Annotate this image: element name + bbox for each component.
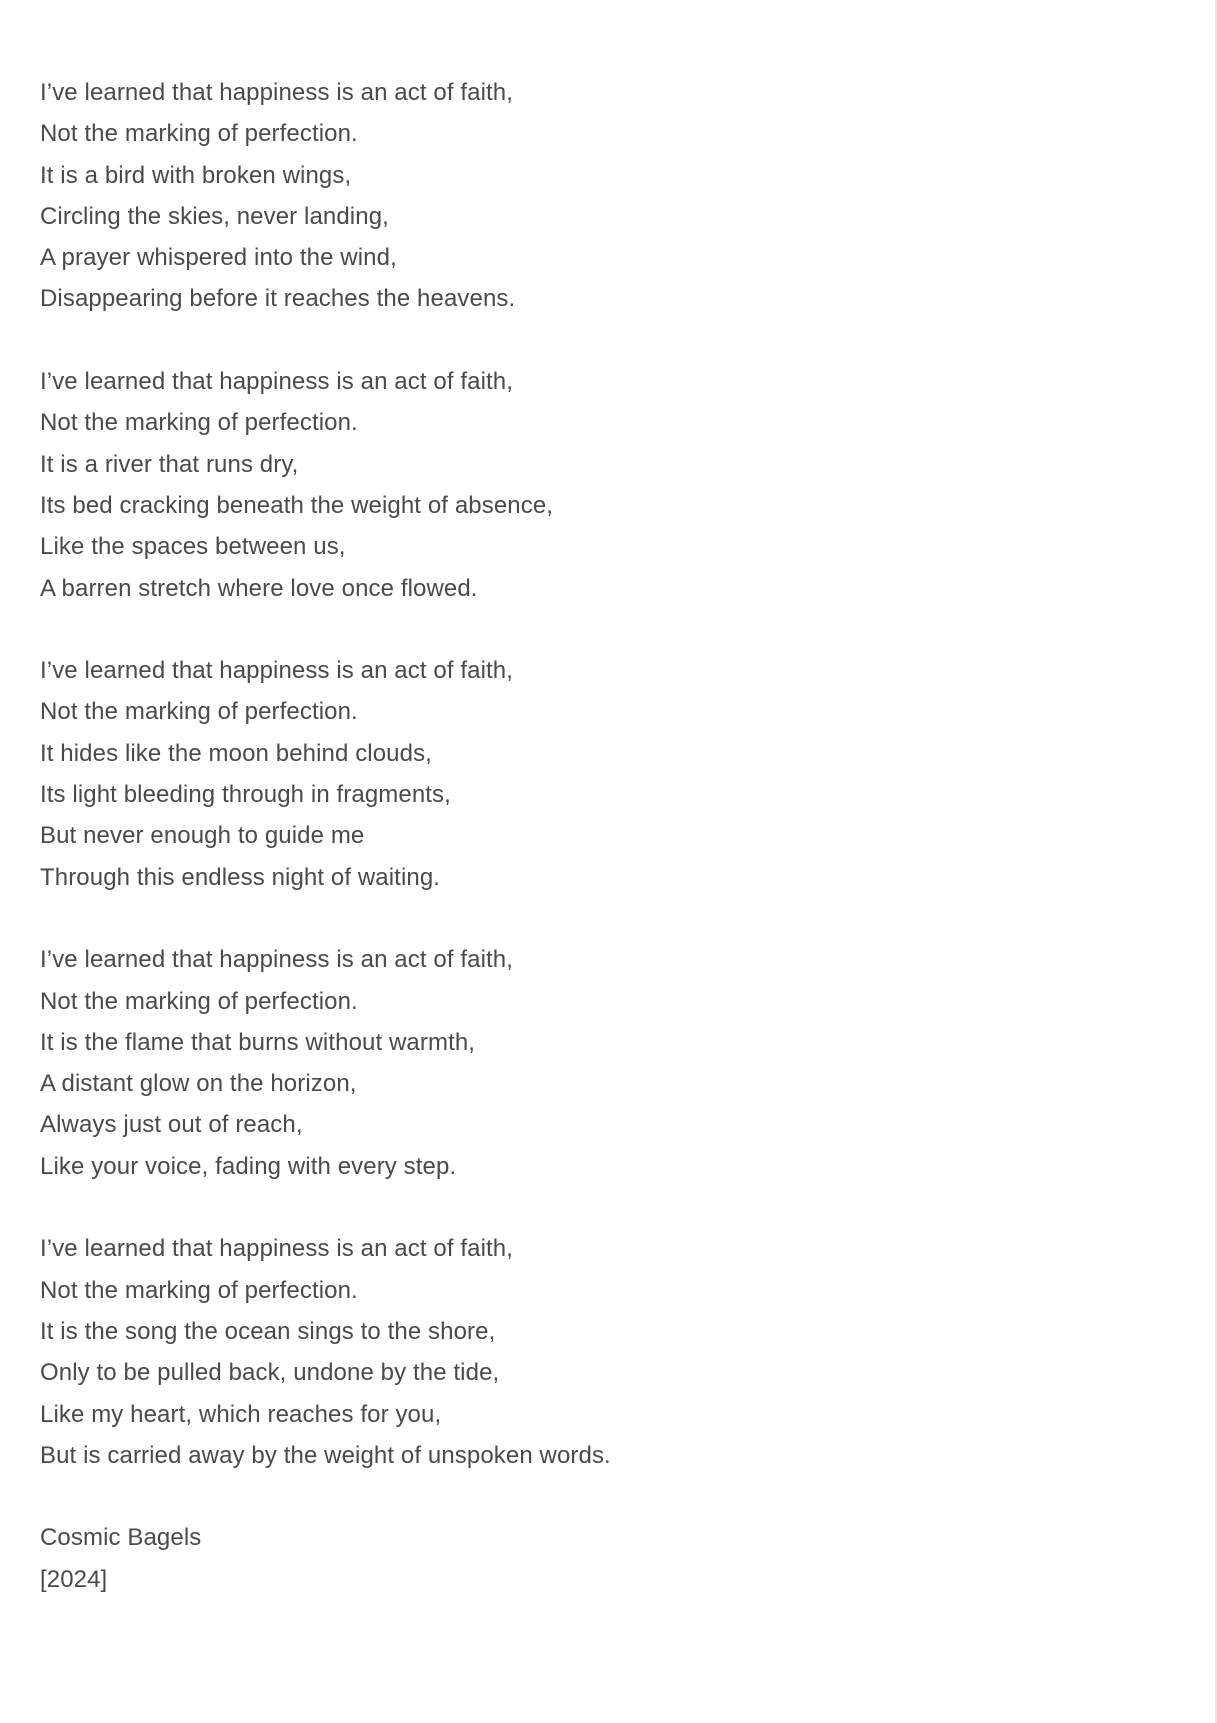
stanza-gap [40, 320, 1140, 361]
poem-line: Circling the skies, never landing, [40, 202, 389, 230]
stanza-4 [40, 939, 1140, 1187]
poem-line: Always just out of reach, [40, 1111, 303, 1139]
poem-line: Like your voice, fading with every step. [40, 1152, 457, 1180]
stanza-gap [40, 609, 1140, 650]
poem-line: I’ve learned that happiness is an act of faith, [40, 657, 513, 685]
stanza-gap [40, 1187, 1140, 1228]
stanza-gap [40, 1476, 1140, 1517]
poem-line: But is carried away by the weight of unspoken words. [40, 1441, 611, 1469]
poem-line: Not the marking of perfection. [40, 1276, 358, 1304]
poem [40, 72, 1140, 1600]
poem-line: Not the marking of perfection. [40, 987, 358, 1015]
poem-line: Only to be pulled back, undone by the tide, [40, 1359, 500, 1387]
poem-line: Disappearing before it reaches the heavens. [40, 285, 516, 313]
stanza-gap [40, 898, 1140, 939]
poem-line: A barren stretch where love once flowed. [40, 574, 478, 602]
poem-line: It is a river that runs dry, [40, 450, 299, 478]
poem-line: It is the song the ocean sings to the shore, [40, 1317, 496, 1345]
poem-line: A prayer whispered into the wind, [40, 244, 397, 272]
stanza-3 [40, 650, 1140, 898]
poem-line: I’ve learned that happiness is an act of faith, [40, 946, 513, 974]
signature-block [40, 1517, 1140, 1600]
poem-line: Through this endless night of waiting. [40, 863, 441, 891]
poem-line: It is a bird with broken wings, [40, 161, 352, 189]
poem-line: Not the marking of perfection. [40, 698, 358, 726]
poem-line: It hides like the moon behind clouds, [40, 739, 432, 767]
poem-line: Like the spaces between us, [40, 533, 346, 561]
poem-line: Not the marking of perfection. [40, 120, 358, 148]
poem-line: A distant glow on the horizon, [40, 1070, 357, 1098]
poem-line: It is the flame that burns without warmth, [40, 1028, 476, 1056]
stanza-2 [40, 361, 1140, 609]
poem-line: Like my heart, which reaches for you, [40, 1400, 442, 1428]
poem-line: I’ve learned that happiness is an act of faith, [40, 1235, 513, 1263]
stanza-1 [40, 72, 1140, 320]
poem-line: But never enough to guide me [40, 822, 365, 850]
stanza-5 [40, 1228, 1140, 1476]
poem-line: I’ve learned that happiness is an act of faith, [40, 79, 513, 106]
year-label: [2024] [40, 1565, 108, 1593]
author-name: Cosmic Bagels [40, 1524, 202, 1552]
poem-line: I’ve learned that happiness is an act of faith, [40, 368, 513, 396]
poem-line: Its bed cracking beneath the weight of absence, [40, 491, 554, 519]
poem-line: Not the marking of perfection. [40, 409, 358, 437]
poem-line: Its light bleeding through in fragments, [40, 781, 451, 809]
